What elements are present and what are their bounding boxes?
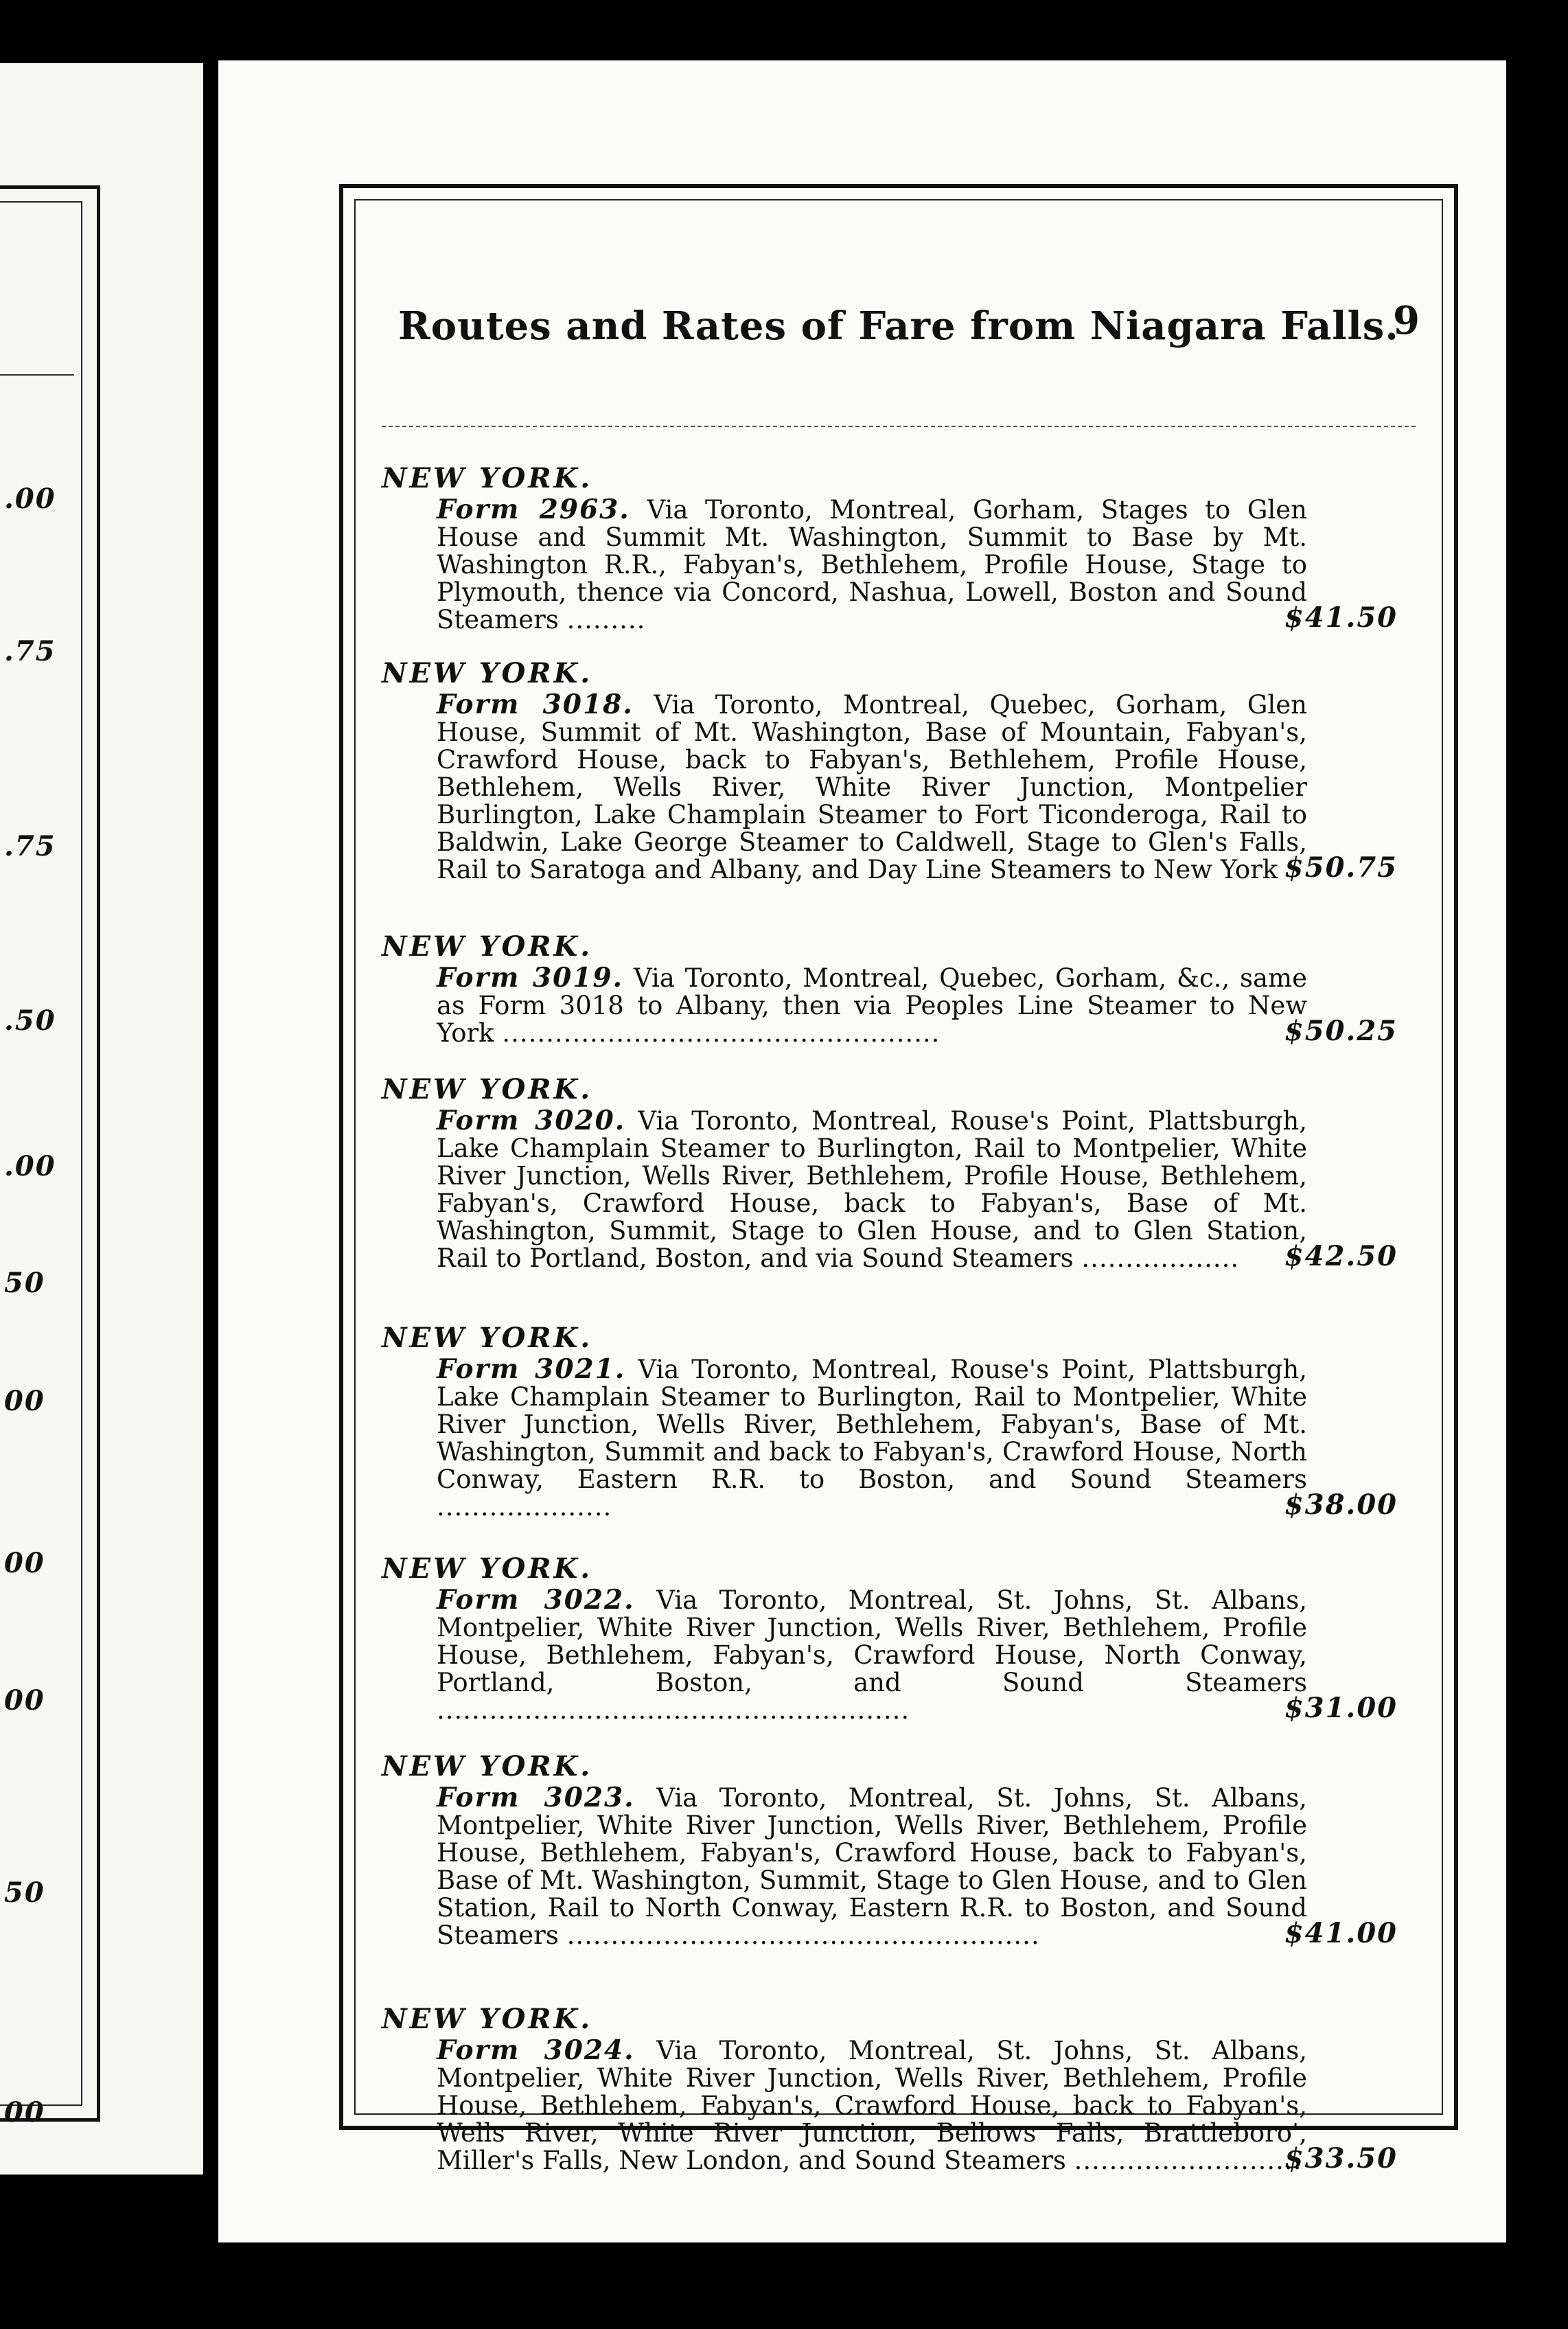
left-amount: 50 (4, 1267, 45, 1299)
route-entry (382, 1751, 1427, 1949)
route-entry (382, 658, 1427, 884)
route-entry (382, 1074, 1427, 1272)
left-amount: 00 (4, 2096, 45, 2129)
fare-price: $38.00 (1284, 1489, 1398, 1521)
left-amount: .00 (4, 1150, 56, 1182)
form-number: Form 3022. (437, 1584, 635, 1616)
route-destination: NEW YORK. (382, 2003, 593, 2035)
left-amount: .75 (4, 830, 56, 862)
left-amount: .50 (4, 1005, 56, 1037)
page-header (343, 298, 1454, 365)
form-number: Form 3019. (437, 962, 624, 994)
route-destination: NEW YORK. (382, 1073, 593, 1105)
left-page-rule (0, 374, 74, 376)
route-entry (382, 2004, 1427, 2175)
dot-leaders: .................... (437, 1492, 612, 1522)
route-description (437, 1107, 1307, 1272)
route-text: Via Toronto, Montreal, Gorham, Stages to Glen House and Summit Mt. Washington, Summit to Base by Mt. Washington R.R., Fabyan's, Bethlehem, Profile House, Stage to Plymouth, thence via Concord, Nashua, Lowell, Boston and Sound Steamers (437, 495, 1307, 634)
route-entry (382, 1322, 1427, 1521)
form-number: Form 3020. (437, 1105, 626, 1136)
page-number: 9 (1393, 298, 1420, 343)
fare-price: $41.00 (1284, 1917, 1398, 1949)
route-entry (382, 1553, 1427, 1724)
form-number: Form 3024. (437, 2034, 635, 2066)
route-entry (382, 463, 1427, 634)
dot-leaders: .................. (1081, 1243, 1240, 1273)
dot-leaders: ......... (566, 605, 646, 634)
page-border (339, 184, 1458, 2175)
route-destination: NEW YORK. (382, 930, 593, 963)
dot-leaders: ...................................................... (566, 1920, 1040, 1950)
header-rule (382, 426, 1416, 427)
left-amount: .75 (4, 635, 56, 667)
route-description (437, 496, 1307, 634)
dot-leaders: .......................... (1074, 2146, 1302, 2175)
dot-leaders: ...................................................... (437, 1695, 910, 1725)
route-destination: NEW YORK. (382, 1322, 593, 1354)
fare-price: $33.50 (1284, 2142, 1398, 2175)
left-amount: 50 (4, 1877, 45, 1909)
fare-price: $31.00 (1284, 1692, 1398, 1724)
fare-price: $42.50 (1284, 1240, 1398, 1272)
route-text: Via Toronto, Montreal, Rouse's Point, Plattsburgh, Lake Champlain Steamer to Burlington, Rail to Montpelier, White River Junction, Wells River, Bethlehem, Profile House, Bethlehem, Fabyan's, Crawford House, back to Fabyan's, Base of Mt. Washington, Summit, Stage to Glen House, and to Glen Station, Rail to Portland, Boston, and via Sound Steamers (437, 1106, 1307, 1273)
route-description (437, 2034, 1307, 2175)
route-description (437, 964, 1307, 1047)
fare-price: $41.50 (1284, 601, 1398, 634)
form-number: Form 3018. (437, 689, 634, 720)
route-entry (382, 931, 1427, 1047)
document-page (218, 60, 1506, 2242)
route-destination: NEW YORK. (382, 1552, 593, 1585)
route-text: Via Toronto, Montreal, Rouse's Point, Plattsburgh, Lake Champlain Steamer to Burlington, Rail to Montpelier, White River Junction, Wells River, Bethlehem, Fabyan's, Base of Mt. Washington, Summit and back to Fabyan's, Crawford House, North Conway, Eastern R.R. to Boston, and Sound Steamers (437, 1355, 1307, 1494)
route-text: Via Toronto, Montreal, St. Johns, St. Albans, Montpelier, White River Junction, Wells River, Bethlehem, Profile House, Bethlehem, Fabyan's, Crawford House, back to Fabyan's, Wells River, White River Junction, Bellows Falls, Brattleboro', Miller's Falls, New London, and Sound Steamers (437, 2036, 1307, 2175)
left-amount: 00 (4, 1684, 45, 1717)
left-amount: 00 (4, 1547, 45, 1579)
form-number: Form 3021. (437, 1353, 626, 1385)
route-description (437, 691, 1307, 884)
route-text: Via Toronto, Montreal, Quebec, Gorham, &c., same as Form 3018 to Albany, then via Peoples Line Steamer to New York (437, 963, 1307, 1048)
route-destination: NEW YORK. (382, 462, 593, 494)
left-facing-page (0, 63, 203, 2175)
route-destination: NEW YORK. (382, 657, 593, 689)
route-text: Via Toronto, Montreal, St. Johns, St. Albans, Montpelier, White River Junction, Wells River, Bethlehem, Profile House, Bethlehem, Fabyan's, Crawford House, North Conway, Portland, Boston, and Sound Steamers (437, 1585, 1307, 1697)
page-title: Routes and Rates of Fare from Niagara Falls. (398, 303, 1399, 349)
form-number: Form 3023. (437, 1782, 635, 1813)
fare-price: $50.25 (1284, 1015, 1398, 1047)
route-description (437, 1586, 1307, 1724)
route-description (437, 1355, 1307, 1521)
form-number: Form 2963. (437, 494, 630, 525)
route-description (437, 1784, 1307, 1949)
left-amount: 00 (4, 1385, 45, 1417)
route-text: Via Toronto, Montreal, Quebec, Gorham, Glen House, Summit of Mt. Washington, Base of Mountain, Fabyan's, Crawford House, back to Fabyan's, Bethlehem, Profile House, Bethlehem, Wells River, White River Junction, Montpelier Burlington, Lake Champlain Steamer to Fort Ticonderoga, Rail to Baldwin, Lake George Steamer to Caldwell, Stage to Glen's Falls, Rail to Saratoga and Albany, and Day Line Steamers to New York (437, 690, 1307, 884)
left-page-frame (0, 185, 100, 2129)
route-destination: NEW YORK. (382, 1750, 593, 1782)
left-amount: .00 (4, 483, 56, 515)
dot-leaders: .................................................. (502, 1018, 941, 1048)
route-text: Via Toronto, Montreal, St. Johns, St. Albans, Montpelier, White River Junction, Wells River, Bethlehem, Profile House, Bethlehem, Fabyan's, Crawford House, back to Fabyan's, Base of Mt. Washington, Summit, Stage to Glen House, and to Glen Station, Rail to North Conway, Eastern R.R. to Boston, and Sound Steamers (437, 1783, 1307, 1950)
fare-price: $50.75 (1284, 851, 1398, 884)
